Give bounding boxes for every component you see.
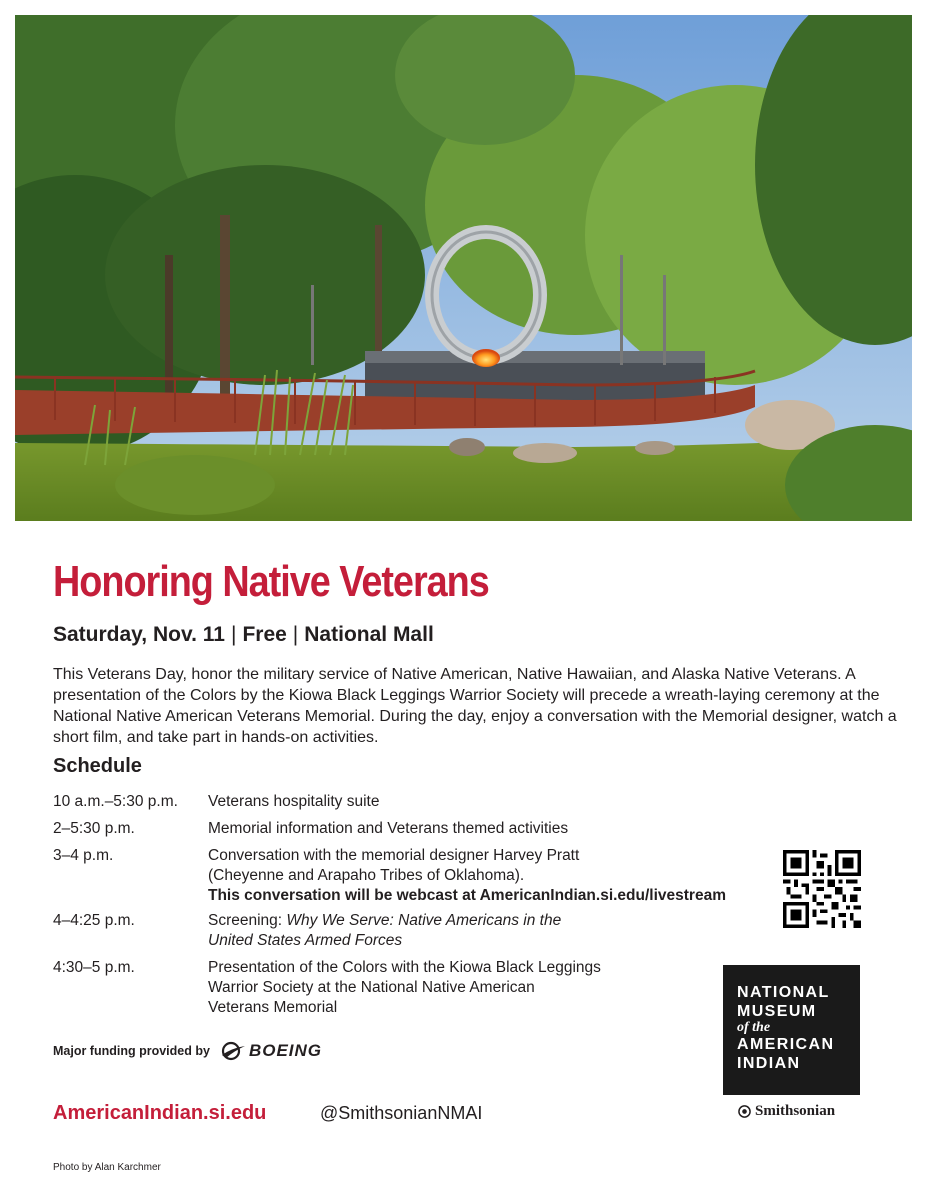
- website-link[interactable]: AmericanIndian.si.edu: [53, 1102, 267, 1124]
- schedule-desc: [208, 958, 768, 1018]
- social-handle[interactable]: @SmithsonianNMAI: [320, 1103, 483, 1123]
- boeing-wordmark: BOEING: [248, 1041, 323, 1060]
- intro-paragraph: This Veterans Day, honor the military service of Native American, Native Hawaiian, and Alaska Native Veterans. A presentation of the Colors by the Kiowa Black Leggings Warrior Society will precede a wreath-laying ceremony at the National Native American Veterans Memorial. During the day, enjoy a conversation with the Memorial designer, watch a short film, and take part in hands-on activities.: [53, 666, 897, 746]
- livestream-qr-code[interactable]: [783, 850, 861, 928]
- separator: |: [230, 623, 237, 646]
- logo-line: AMERICAN: [737, 1036, 835, 1053]
- logo-line: INDIAN: [737, 1055, 801, 1072]
- boeing-symbol-icon: [220, 1040, 246, 1062]
- photo-credit: Photo by Alan Karchmer: [53, 1162, 161, 1173]
- nmai-logo[interactable]: [723, 965, 860, 1095]
- film-title-cont: United States Armed Forces: [208, 932, 403, 949]
- schedule-desc: [208, 911, 768, 951]
- logo-line: NATIONAL: [737, 984, 830, 1001]
- logo-line: of the: [737, 1020, 771, 1035]
- hero-photo: [15, 15, 912, 521]
- smithsonian-label: Smithsonian: [755, 1103, 836, 1119]
- schedule-time: 10 a.m.–5:30 p.m.: [53, 793, 178, 810]
- schedule-desc: Memorial information and Veterans themed activities: [208, 820, 569, 837]
- funding-credit: [53, 1040, 322, 1062]
- schedule-time: 2–5:30 p.m.: [53, 820, 135, 837]
- livestream-note: This conversation will be webcast at AmericanIndian.si.edu/livestream: [208, 887, 726, 904]
- schedule-desc: Veterans hospitality suite: [208, 793, 380, 810]
- schedule-time: 3–4 p.m.: [53, 847, 114, 864]
- schedule-desc-line: Presentation of the Colors with the Kiowa Black Leggings: [208, 959, 601, 976]
- schedule-desc-line: Conversation with the memorial designer Harvey Pratt: [208, 847, 580, 864]
- event-date: Saturday, Nov. 11: [53, 623, 225, 646]
- page-title: Honoring Native Veterans: [53, 557, 489, 606]
- event-cost: Free: [242, 623, 287, 646]
- schedule-time: 4:30–5 p.m.: [53, 959, 135, 976]
- event-subtitle: [53, 623, 434, 647]
- separator: |: [292, 623, 299, 646]
- smithsonian-sun-icon: [738, 1105, 751, 1118]
- logo-line: MUSEUM: [737, 1003, 817, 1020]
- boeing-logo: [220, 1040, 322, 1062]
- smithsonian-logo[interactable]: [738, 1103, 835, 1120]
- schedule-desc-line: (Cheyenne and Arapaho Tribes of Oklahoma).: [208, 867, 525, 884]
- event-location: National Mall: [304, 623, 434, 646]
- schedule-time: 4–4:25 p.m.: [53, 912, 135, 929]
- schedule-desc-line: Veterans Memorial: [208, 999, 338, 1016]
- schedule-desc: [208, 846, 768, 906]
- schedule-heading: Schedule: [53, 755, 142, 777]
- schedule-desc-line: Warrior Society at the National Native American: [208, 979, 535, 996]
- film-title: Why We Serve: Native Americans in the: [286, 912, 562, 929]
- funding-label: Major funding provided by: [53, 1044, 210, 1058]
- screening-label: Screening:: [208, 912, 287, 929]
- memorial-photo-illustration: [15, 15, 912, 521]
